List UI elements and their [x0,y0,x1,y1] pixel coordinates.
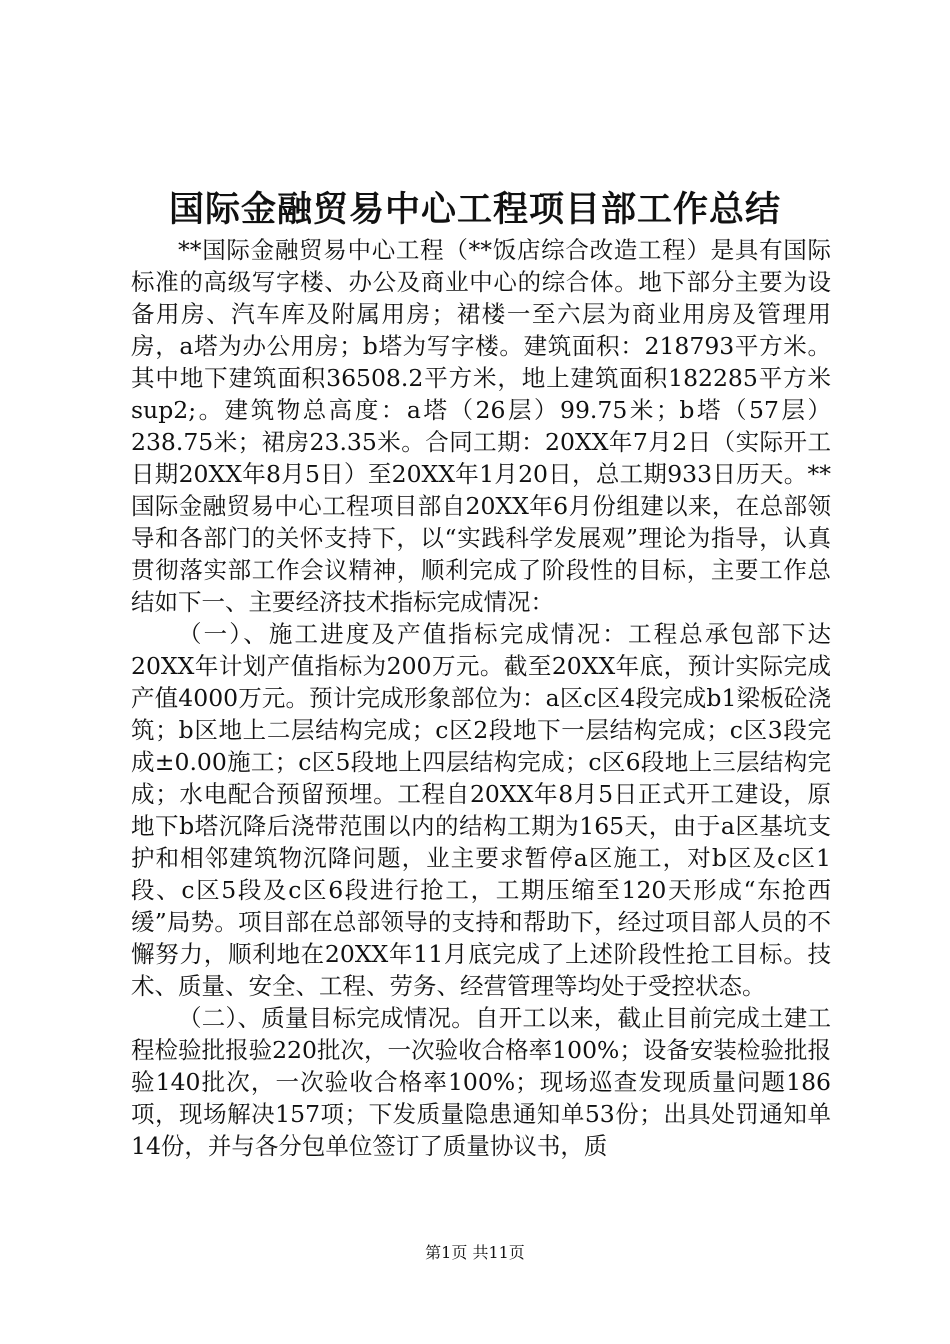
document-body [131,234,831,1162]
paragraph-quality: （二）、质量目标完成情况。自开工以来，截止目前完成土建工程检验批报验220批次，一次验收合格率100%；设备安装检验批报验140批次，一次验收合格率100%；现场巡查发现质量问题186项，现场解决157项；下发质量隐患通知单53份；出具处罚通知单14份，并与各分包单位签订了质量协议书，质 [131,1004,831,1160]
document-title: 国际金融贸易中心工程项目部工作总结 [168,189,781,230]
page-number-footer: 第1页 共11页 [425,1243,525,1262]
paragraph-overview: **国际金融贸易中心工程（**饭店综合改造工程）是具有国际标准的高级写字楼、办公及商业中心的综合体。地下部分主要为设备用房、汽车库及附属用房；裙楼一至六层为商业用房及管理用房，a塔为办公用房；b塔为写字楼。建筑面积：218793平方米。其中地下建筑面积36508.2平方米，地上建筑面积182285平方米sup2;。建筑物总高度：a塔（26层）99.75米；b塔（57层）238.75米；裙房23.35米。合同工期：20XX年7月2日（实际开工日期20XX年8月5日）至20XX年1月20日，总工期933日历天。**国际金融贸易中心工程项目部自20XX年6月份组建以来，在总部领导和各部门的关怀支持下，以“实践科学发展观”理论为指导，认真贯彻落实部工作会议精神，顺利完成了阶段性的目标，主要工作总结如下一、主要经济技术指标完成情况： [131,236,831,616]
paragraph-progress: （一）、施工进度及产值指标完成情况：工程总承包部下达20XX年计划产值指标为200万元。截至20XX年底，预计实际完成产值4000万元。预计完成形象部位为：a区c区4段完成b1梁板砼浇筑；b区地上二层结构完成；c区2段地下一层结构完成；c区3段完成±0.00施工；c区5段地上四层结构完成；c区6段地上三层结构完成；水电配合预留预埋。工程自20XX年8月5日正式开工建设，原地下b塔沉降后浇带范围以内的结构工期为165天，由于a区基坑支护和相邻建筑物沉降问题，业主要求暂停a区施工，对b区及c区1段、c区5段及c区6段进行抢工，工期压缩至120天形成“东抢西缓”局势。项目部在总部领导的支持和帮助下，经过项目部人员的不懈努力，顺利地在20XX年11月底完成了上述阶段性抢工目标。技术、质量、安全、工程、劳务、经营管理等均处于受控状态。 [131,620,831,1000]
